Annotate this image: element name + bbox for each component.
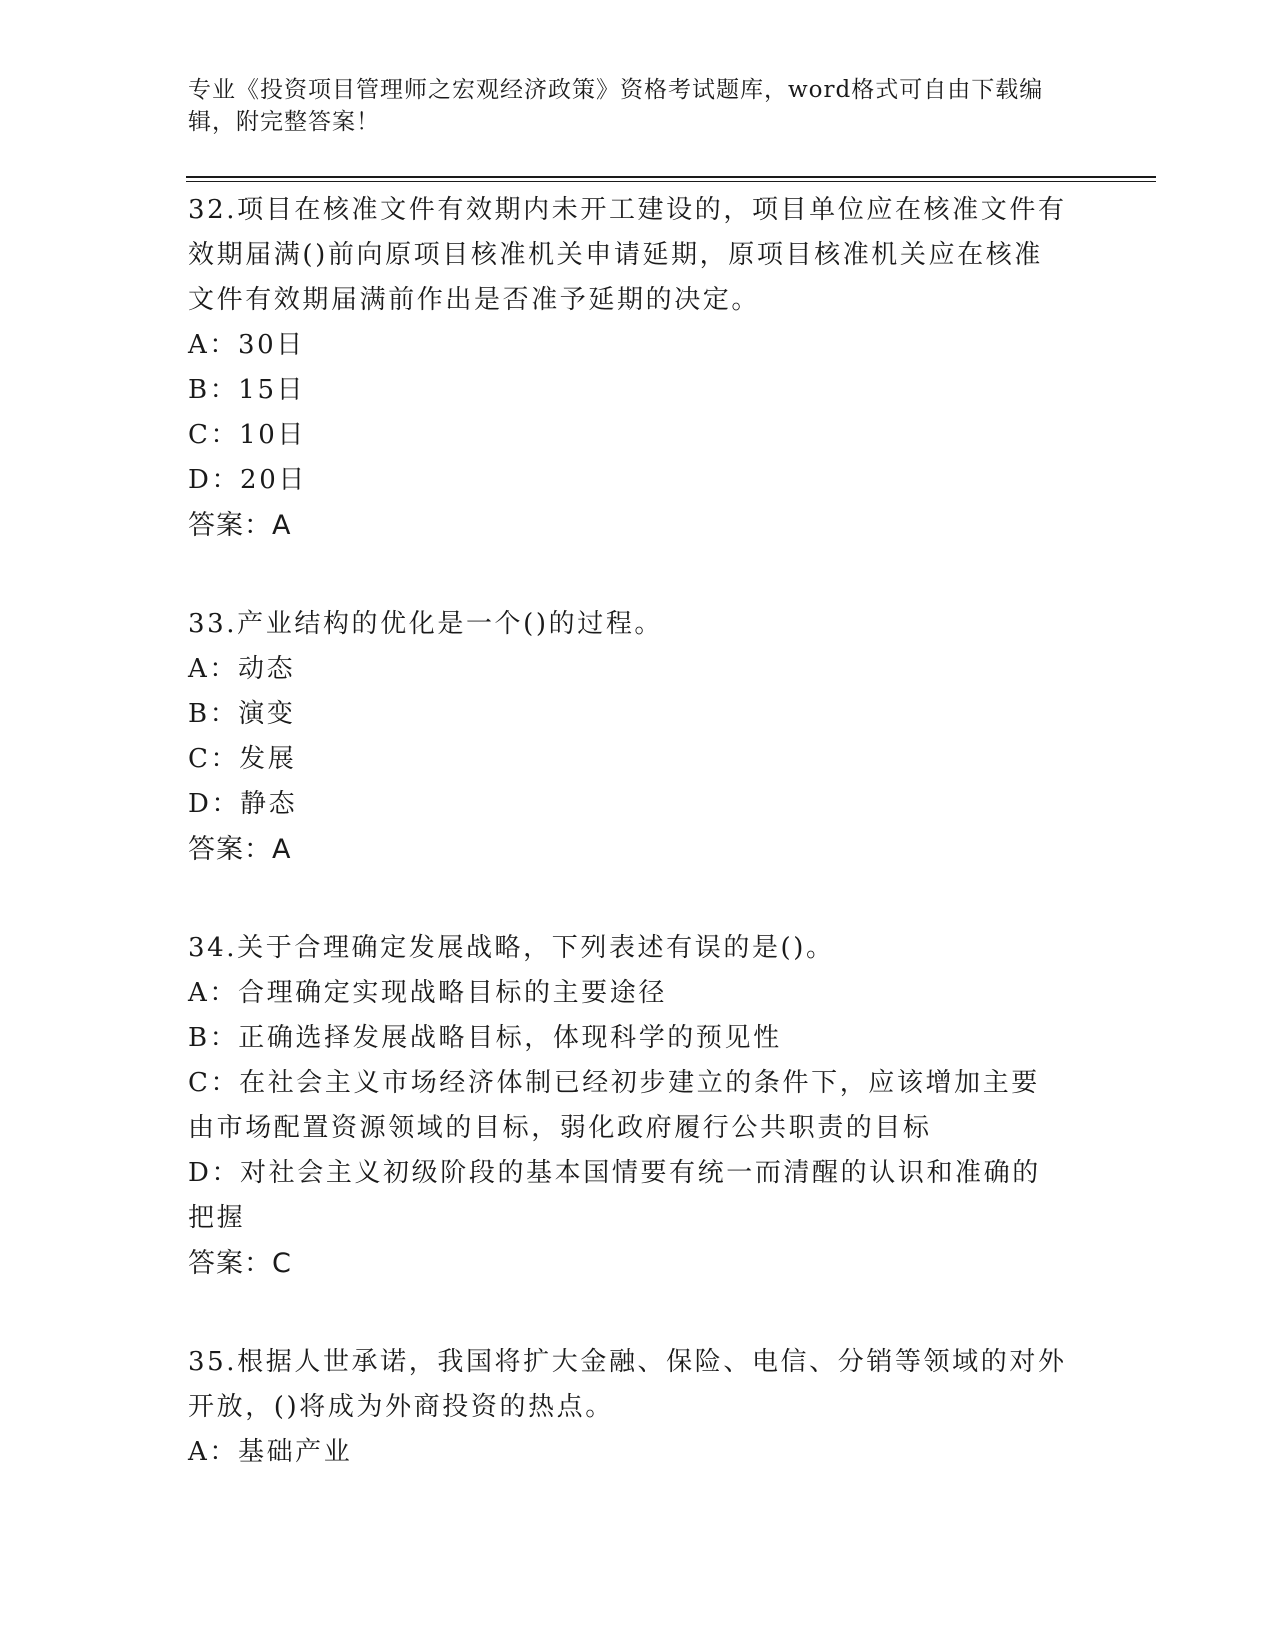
option-a: A：合理确定实现战略目标的主要途径: [188, 978, 667, 1008]
option-c: C：10日: [188, 420, 306, 450]
question-stem: 32.项目在核准文件有效期内未开工建设的，项目单位应在核准文件有效期届满()前向原项目核准机关申请延期，原项目核准机关应在核准文件有效期届满前作出是否准予延期的决定。: [188, 195, 1067, 315]
header-divider-thin: [186, 181, 1156, 182]
question-stem: 33.产业结构的优化是一个()的过程。: [188, 609, 664, 639]
option-b: B：15日: [188, 375, 306, 405]
option-a: A：基础产业: [188, 1437, 353, 1467]
question-33: [188, 602, 1068, 872]
option-b: B：演变: [188, 699, 296, 729]
option-d: D：对社会主义初级阶段的基本国情要有统一而清醒的认识和准确的把握: [188, 1158, 1041, 1233]
option-a: A：30日: [188, 330, 305, 360]
question-list: [188, 188, 1068, 1529]
option-d: D：静态: [188, 789, 298, 819]
option-c: C：发展: [188, 744, 297, 774]
question-stem: 34.关于合理确定发展战略，下列表述有误的是()。: [188, 933, 835, 963]
question-stem: 35.根据人世承诺，我国将扩大金融、保险、电信、分销等领域的对外开放，()将成为外商投资的热点。: [188, 1347, 1067, 1422]
answer-line: 答案：A: [188, 510, 292, 541]
header-divider-thick: [186, 176, 1156, 178]
answer-line: 答案：C: [188, 1248, 292, 1279]
question-35: [188, 1340, 1068, 1475]
question-34: [188, 926, 1068, 1286]
option-c: C：在社会主义市场经济体制已经初步建立的条件下，应该增加主要由市场配置资源领域的目标，弱化政府履行公共职责的目标: [188, 1068, 1040, 1143]
option-b: B：正确选择发展战略目标，体现科学的预见性: [188, 1023, 782, 1053]
option-a: A：动态: [188, 654, 296, 684]
option-d: D：20日: [188, 465, 307, 495]
question-32: [188, 188, 1068, 548]
document-header: 专业《投资项目管理师之宏观经济政策》资格考试题库，word格式可自由下载编辑，附完整答案！: [188, 77, 1044, 135]
answer-line: 答案：A: [188, 834, 292, 865]
